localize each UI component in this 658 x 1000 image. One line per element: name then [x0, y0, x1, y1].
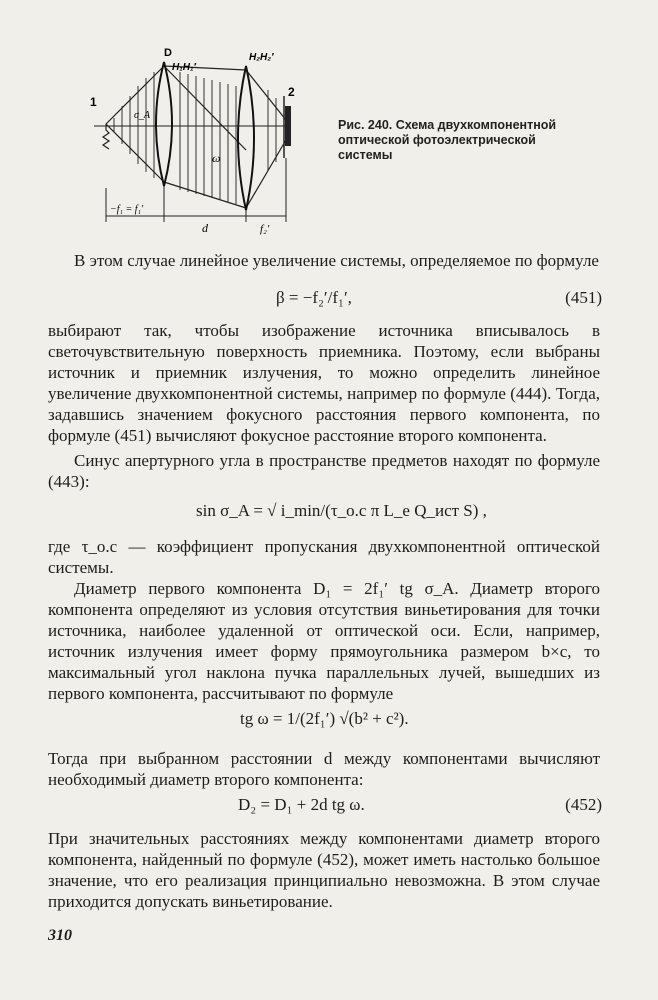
- equation-451-number: (451): [565, 288, 602, 307]
- equation-452-number: (452): [565, 795, 602, 814]
- paragraph-2: выбирают так, чтобы изображение источника вписывалось в светочувствительную поверхность приемника. Поэтому, если выбраны источник и приемник излучения, то можно определить линейное увеличение двухкомпонентной системы, например по формуле (444). Тогда, задавшись значением фокусного расстояния первого компонента, по формуле (451) вычисляют фокусное расстояние второго компонента.: [48, 321, 600, 445]
- paragraph-5: Диаметр первого компонента D₁ = 2f₁′ tg σ_A. Диаметр второго компонента определяют из условия отсутствия виньетирования для точки источника, наиболее удаленной от оптической оси. Если, например, источник излучения имеет форму прямоугольника размером b×c, то максимальный угол наклона пучка параллельных лучей, вышедших из первого компонента, рассчитывают по формуле: [48, 579, 600, 703]
- label-sigma: σ_A: [134, 110, 151, 121]
- equation-443: sin σ_A = √ i_min/(τ_о.с π L_e Q_ист S) ,: [196, 501, 487, 520]
- paragraph-1: В этом случае линейное увеличение системы, определяемое по формуле: [74, 251, 599, 270]
- equation-452: D₂ = D₁ + 2d tg ω.: [238, 795, 365, 814]
- paragraph-4: где τ_о.с — коэффициент пропускания двухкомпонентной оптической системы.: [48, 537, 600, 577]
- paragraph-7: При значительных расстояниях между компонентами диаметр второго компонента, найденный по формуле (452), может иметь настолько большое значение, что его реализация принципиально невозможна. В этом случае приходится допускать виньетирование.: [48, 829, 600, 911]
- page-number: 310: [48, 927, 72, 944]
- ray-lines: [94, 66, 290, 208]
- label-H1: H₁H₁′: [172, 62, 196, 73]
- paragraph-3: Синус апертурного угла в пространстве предметов находят по формуле (443):: [48, 451, 600, 491]
- label-f2: f₂′: [260, 223, 270, 235]
- paragraph-6: Тогда при выбранном расстоянии d между компонентами вычисляют необходимый диаметр второго компонента:: [48, 749, 600, 789]
- lens-1: [156, 62, 172, 186]
- receiver-plate: [285, 106, 291, 146]
- label-d: d: [202, 221, 208, 235]
- label-H2: H₂H₂′: [249, 52, 274, 63]
- optical-scheme-figure: [84, 40, 324, 240]
- lens-2: [238, 66, 254, 210]
- label-receiver: 2: [288, 85, 295, 99]
- equation-tg-omega: tg ω = 1/(2f₁′) √(b² + c²).: [240, 709, 409, 728]
- equation-451: β = −f₂′/f₁′,: [276, 288, 352, 307]
- label-source: 1: [90, 95, 97, 109]
- label-f1: −f₁ = f₁′: [110, 204, 144, 215]
- figure-caption: Рис. 240. Схема двухкомпонентной оптической фотоэлектрической системы: [338, 118, 557, 162]
- source-squiggle: [103, 124, 109, 149]
- label-D: D: [164, 47, 172, 59]
- label-omega: ω: [212, 151, 221, 165]
